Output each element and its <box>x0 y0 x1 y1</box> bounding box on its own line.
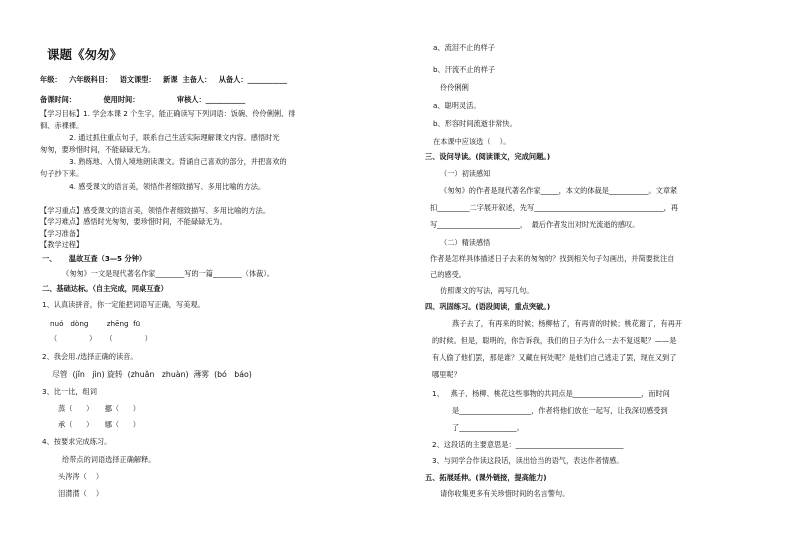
option-r4: a、聪明灵活。 <box>433 101 481 110</box>
option-r1: a、流泪不止的样子 <box>433 43 495 52</box>
subsection-1: （一）初读感知 <box>440 169 491 178</box>
exercise-2: 2、这段话的主要意思是：______________________________ <box>432 440 624 449</box>
goals-line-4: 匆匆，要珍惜时间，不能碌碌无为。 <box>40 145 156 154</box>
para-4: 作者是怎样具体描述日子去来的匆匆的？找到相关句子勾画出，并简要批注自 <box>430 254 675 263</box>
section-3-heading: 三、设问导读。(阅读课文，完成问题。) <box>425 152 551 161</box>
section-1-line: 《匆匆》一文是现代著名作家________写的一篇________（体裁）。 <box>62 269 275 278</box>
exercise-1-b: 是____________________，作者将他们放在一起写，让我深切感受到 <box>452 406 668 415</box>
meta-row-1: 年级： 六年级科目： 语文课型： 新课 主备人： 从备人：___________ <box>40 75 288 84</box>
pinyin-blanks: （ ） （ ） <box>50 334 152 343</box>
subsection-2: （二）精读感悟 <box>440 238 491 247</box>
extension-line: 请你收集更多有关珍惜时间的名言警句。 <box>440 489 570 498</box>
question-4-sub: 给带点的词语选择正确解释。 <box>62 455 156 464</box>
goals-line-7: 4. 感受课文的语言美，领悟作者细致描写、多用比喻的方法。 <box>60 182 266 191</box>
key-point: 【学习重点】感受课文的语言美，领悟作者细致描写、多用比喻的方法。 <box>40 206 271 215</box>
pinyin-row: nuó dòng zhēng fū <box>50 319 141 328</box>
lesson-title: 课题《匆匆》 <box>47 47 123 62</box>
preparation: 【学习准备】 <box>40 229 84 238</box>
exercise-3: 3、与同学合作读这段话，读出恰当的语气，表达作者情感。 <box>432 456 624 465</box>
section-2-heading: 二、基础达标。（自主完成，同桌互查） <box>42 284 168 293</box>
option-r5: b、形容时间流逝非常快。 <box>433 119 517 128</box>
para-1: 《匆匆》的作者是现代著名作家_____，本文的体裁是___________。文章紧 <box>440 186 678 195</box>
para-6: 仿照课文的写法，再写几句。 <box>440 286 534 295</box>
passage-line-4: 哪里呢？ <box>432 370 461 379</box>
goals-line-3: 2. 通过抓住重点句子，联系自己生活实际理解课文内容。感悟时光 <box>60 133 280 142</box>
question-4-b: 泪潸潸（ ） <box>58 489 104 498</box>
goals-line-2: 徊、赤裸裸。 <box>40 121 84 130</box>
para-3: 写_______________________， 最后作者发出对时光流逝的感叹。 <box>430 220 640 229</box>
goals-line-6: 句子抄下来。 <box>40 169 84 178</box>
section-5-heading: 五、拓展延伸。(课外链接，提高能力) <box>425 473 547 482</box>
passage-line-2: 的时候。但是，聪明的，你告诉我，我们的日子为什么一去不复返呢？——是 <box>432 336 677 345</box>
choose-line: 在本课中应该选（ ）。 <box>433 137 511 146</box>
goals-line-5: 3. 熟练地、入情入境地朗读课文。背诵自己喜欢的部分，并把喜欢的 <box>60 157 287 166</box>
passage-line-3: 有人偷了他们罢，那是谁？又藏在何处呢？是他们自己逃走了罢，现在又到了 <box>432 353 677 362</box>
word-heading: 伶伶俐俐 <box>440 83 469 92</box>
question-1: 1、认真读拼音，你一定能把词语写正确，写美观。 <box>42 300 205 309</box>
question-2: 2、我会用./选择正确的读音。 <box>42 352 138 361</box>
question-2-words: 尽管 (jǐn jìn) 旋转 (zhuǎn zhuàn) 薄雾 (bó báo) <box>52 370 252 379</box>
passage-line-1: 燕子去了，有再来的时候；杨柳枯了，有再青的时候；桃花谢了，有再开 <box>452 319 683 328</box>
difficulty: 【学习难点】感悟时光匆匆，要珍惜时间，不能碌碌无为。 <box>40 217 227 226</box>
option-r2: b、汗流不止的样子 <box>433 65 496 74</box>
goals-line-1: 【学习目标】1. 学会本课 2 个生字，能正确读写下列词语：饭碗、伶伶俐俐、徘 <box>40 109 296 118</box>
question-3-row-b: 承（ ） 娜（ ） <box>58 420 140 429</box>
section-1-heading: 一、 温故互查（3—5 分钟） <box>42 254 147 263</box>
meta-row-2: 备课时间： 使用时间： 审核人：___________ <box>40 95 246 104</box>
exercise-1-a: 1、 燕子、杨柳、桃花这些事物的共同点是___________________，而时间 <box>432 389 670 398</box>
question-3-row-a: 蒸（ ） 挪（ ） <box>58 404 140 413</box>
section-4-heading: 四、巩固练习。(语段阅读，重点突破。) <box>425 302 551 311</box>
process: 【教学过程】 <box>40 240 84 249</box>
exercise-1-c: 了________________。 <box>452 423 524 432</box>
question-3: 3、比一比，组词 <box>42 387 97 396</box>
para-2: 扣_________二字展开叙述，先写____________________________________，再 <box>430 203 678 212</box>
para-5: 己的感受。 <box>430 270 466 279</box>
question-4: 4、按要求完成练习。 <box>42 437 112 446</box>
right-column <box>400 0 794 560</box>
question-4-a: 头涔涔（ ） <box>58 472 104 481</box>
